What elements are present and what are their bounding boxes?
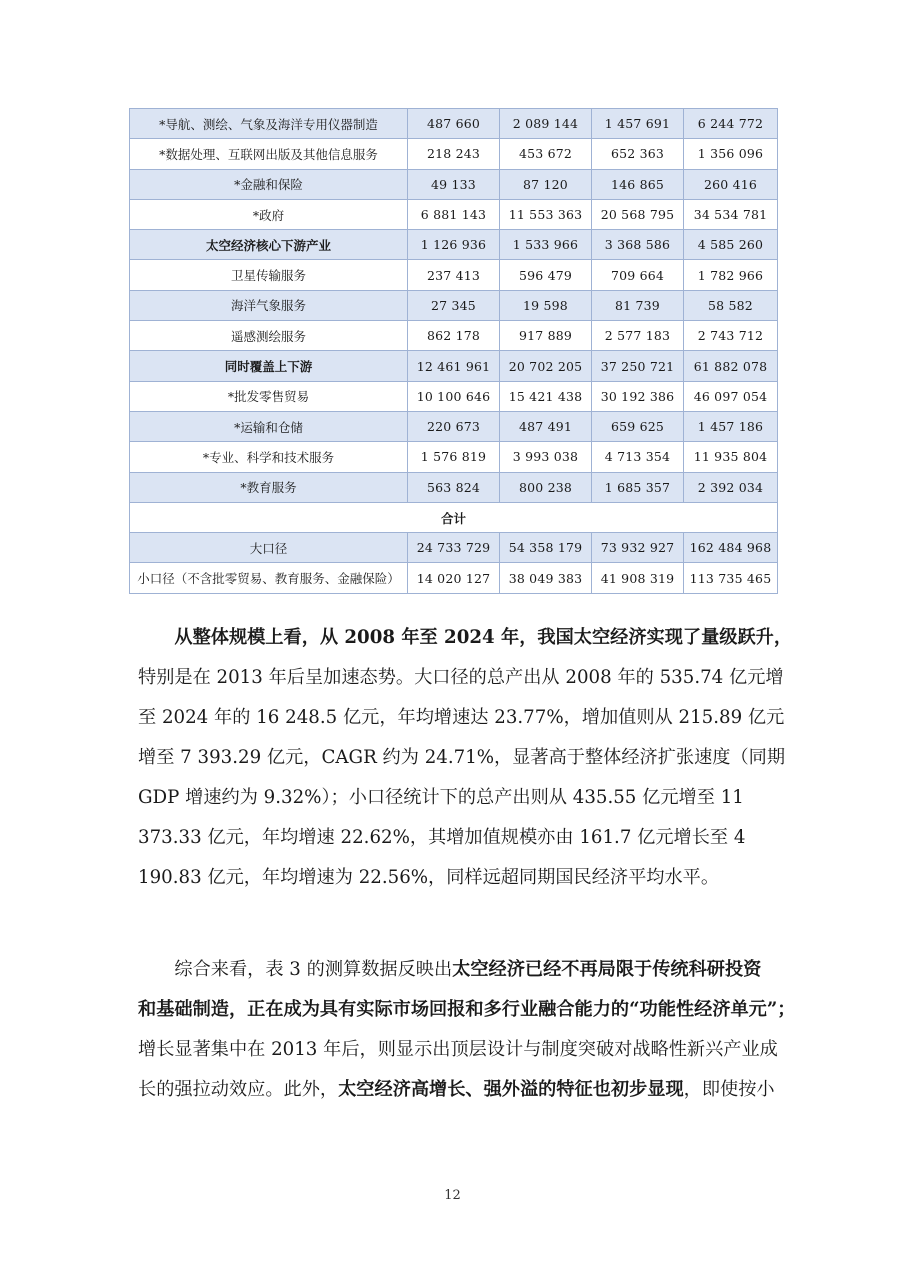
cell-value: 800 238 <box>500 472 592 502</box>
cell-value: 46 097 054 <box>684 381 778 411</box>
bold-text: 太空经济已经不再局限于传统科研投资 <box>452 959 762 980</box>
cell-value: 146 865 <box>592 169 684 199</box>
cell-value: 19 598 <box>500 290 592 320</box>
table-row <box>130 411 778 441</box>
text-line <box>138 1070 778 1110</box>
row-label: *金融和保险 <box>130 169 408 199</box>
row-label: *运输和仓储 <box>130 411 408 441</box>
cell-value: 81 739 <box>592 290 684 320</box>
plain-text: ，即使按小 <box>683 1079 775 1100</box>
total-row <box>130 533 778 563</box>
row-label: 遥感测绘服务 <box>130 321 408 351</box>
cell-value: 659 625 <box>592 411 684 441</box>
row-label: 大口径 <box>130 533 408 563</box>
cell-value: 2 577 183 <box>592 321 684 351</box>
cell-value: 3 993 038 <box>500 442 592 472</box>
cell-value: 113 735 465 <box>684 563 778 593</box>
cell-value: 20 568 795 <box>592 199 684 229</box>
cell-value: 2 743 712 <box>684 321 778 351</box>
total-row <box>130 563 778 593</box>
cell-value: 54 358 179 <box>500 533 592 563</box>
data-table-container <box>129 108 777 594</box>
row-label: *专业、科学和技术服务 <box>130 442 408 472</box>
row-label: *批发零售贸易 <box>130 381 408 411</box>
cell-value: 58 582 <box>684 290 778 320</box>
cell-value: 709 664 <box>592 260 684 290</box>
cell-value: 6 881 143 <box>408 199 500 229</box>
row-label: 卫星传输服务 <box>130 260 408 290</box>
bold-text: 从整体规模上看，从 2008 年至 2024 年，我国太空经济实现了量级跃升， <box>174 627 793 648</box>
table-row <box>130 109 778 139</box>
paragraph-overall-scale <box>138 618 793 898</box>
text-line: 至 2024 年的 16 248.5 亿元，年均增速达 23.77%，增加值则从 215.89 亿元 <box>138 707 785 728</box>
cell-value: 87 120 <box>500 169 592 199</box>
row-label: *导航、测绘、气象及海洋专用仪器制造 <box>130 109 408 139</box>
table-row <box>130 230 778 260</box>
row-label: *教育服务 <box>130 472 408 502</box>
text-line: 增长显著集中在 2013 年后，则显示出顶层设计与制度突破对战略性新兴产业成 <box>138 1039 778 1060</box>
cell-value: 1 685 357 <box>592 472 684 502</box>
text-line: GDP 增速约为 9.32%）；小口径统计下的总产出则从 435.55 亿元增至 11 <box>138 787 744 808</box>
cell-value: 24 733 729 <box>408 533 500 563</box>
cell-value: 15 421 438 <box>500 381 592 411</box>
section-header-row <box>130 502 778 532</box>
cell-value: 218 243 <box>408 139 500 169</box>
cell-value: 6 244 772 <box>684 109 778 139</box>
cell-value: 563 824 <box>408 472 500 502</box>
cell-value: 1 533 966 <box>500 230 592 260</box>
table-row <box>130 351 778 381</box>
space-economy-table <box>129 108 778 594</box>
cell-value: 41 908 319 <box>592 563 684 593</box>
cell-value: 61 882 078 <box>684 351 778 381</box>
cell-value: 453 672 <box>500 139 592 169</box>
cell-value: 20 702 205 <box>500 351 592 381</box>
cell-value: 487 660 <box>408 109 500 139</box>
row-label: 同时覆盖上下游 <box>130 351 408 381</box>
cell-value: 27 345 <box>408 290 500 320</box>
cell-value: 4 713 354 <box>592 442 684 472</box>
table-row <box>130 139 778 169</box>
plain-text: 综合来看，表 3 的测算数据反映出 <box>174 959 453 980</box>
cell-value: 11 553 363 <box>500 199 592 229</box>
row-label: *政府 <box>130 199 408 229</box>
table-row <box>130 442 778 472</box>
cell-value: 1 457 186 <box>684 411 778 441</box>
bold-text: 太空经济高增长、强外溢的特征也初步显现 <box>338 1079 684 1100</box>
cell-value: 12 461 961 <box>408 351 500 381</box>
page-number: 12 <box>444 1188 461 1203</box>
cell-value: 49 133 <box>408 169 500 199</box>
row-label: 海洋气象服务 <box>130 290 408 320</box>
table-row <box>130 472 778 502</box>
text-line: 增至 7 393.29 亿元，CAGR 约为 24.71%，显著高于整体经济扩张速度（同期 <box>138 747 786 768</box>
cell-value: 237 413 <box>408 260 500 290</box>
cell-value: 917 889 <box>500 321 592 351</box>
cell-value: 11 935 804 <box>684 442 778 472</box>
row-label: 小口径（不含批零贸易、教育服务、金融保险） <box>130 563 408 593</box>
table-row <box>130 260 778 290</box>
cell-value: 596 479 <box>500 260 592 290</box>
text-line <box>138 990 796 1030</box>
cell-value: 2 089 144 <box>500 109 592 139</box>
row-label: 太空经济核心下游产业 <box>130 230 408 260</box>
cell-value: 162 484 968 <box>684 533 778 563</box>
cell-value: 1 356 096 <box>684 139 778 169</box>
section-header: 合计 <box>130 502 778 532</box>
text-line: 373.33 亿元，年均增速 22.62%，其增加值规模亦由 161.7 亿元增长至 4 <box>138 827 746 848</box>
cell-value: 862 178 <box>408 321 500 351</box>
cell-value: 3 368 586 <box>592 230 684 260</box>
cell-value: 487 491 <box>500 411 592 441</box>
table-row <box>130 169 778 199</box>
table-body <box>130 109 778 594</box>
text-line <box>138 618 793 658</box>
cell-value: 14 020 127 <box>408 563 500 593</box>
cell-value: 30 192 386 <box>592 381 684 411</box>
plain-text: 长的强拉动效应。此外， <box>138 1079 339 1100</box>
cell-value: 38 049 383 <box>500 563 592 593</box>
cell-value: 1 126 936 <box>408 230 500 260</box>
bold-text: 和基础制造，正在成为具有实际市场回报和多行业融合能力的“功能性经济单元”； <box>138 999 796 1020</box>
text-line: 特别是在 2013 年后呈加速态势。大口径的总产出从 2008 年的 535.74 亿元增 <box>138 667 784 688</box>
cell-value: 1 576 819 <box>408 442 500 472</box>
cell-value: 34 534 781 <box>684 199 778 229</box>
cell-value: 2 392 034 <box>684 472 778 502</box>
text-line: 190.83 亿元，年均增速为 22.56%，同样远超同期国民经济平均水平。 <box>138 867 720 888</box>
row-label: *数据处理、互联网出版及其他信息服务 <box>130 139 408 169</box>
cell-value: 4 585 260 <box>684 230 778 260</box>
cell-value: 1 782 966 <box>684 260 778 290</box>
cell-value: 73 932 927 <box>592 533 684 563</box>
cell-value: 260 416 <box>684 169 778 199</box>
table-row <box>130 321 778 351</box>
paragraph-summary <box>138 950 796 1110</box>
table-row <box>130 290 778 320</box>
cell-value: 10 100 646 <box>408 381 500 411</box>
cell-value: 1 457 691 <box>592 109 684 139</box>
table-row <box>130 199 778 229</box>
cell-value: 220 673 <box>408 411 500 441</box>
cell-value: 37 250 721 <box>592 351 684 381</box>
table-row <box>130 381 778 411</box>
cell-value: 652 363 <box>592 139 684 169</box>
text-line <box>138 950 778 990</box>
